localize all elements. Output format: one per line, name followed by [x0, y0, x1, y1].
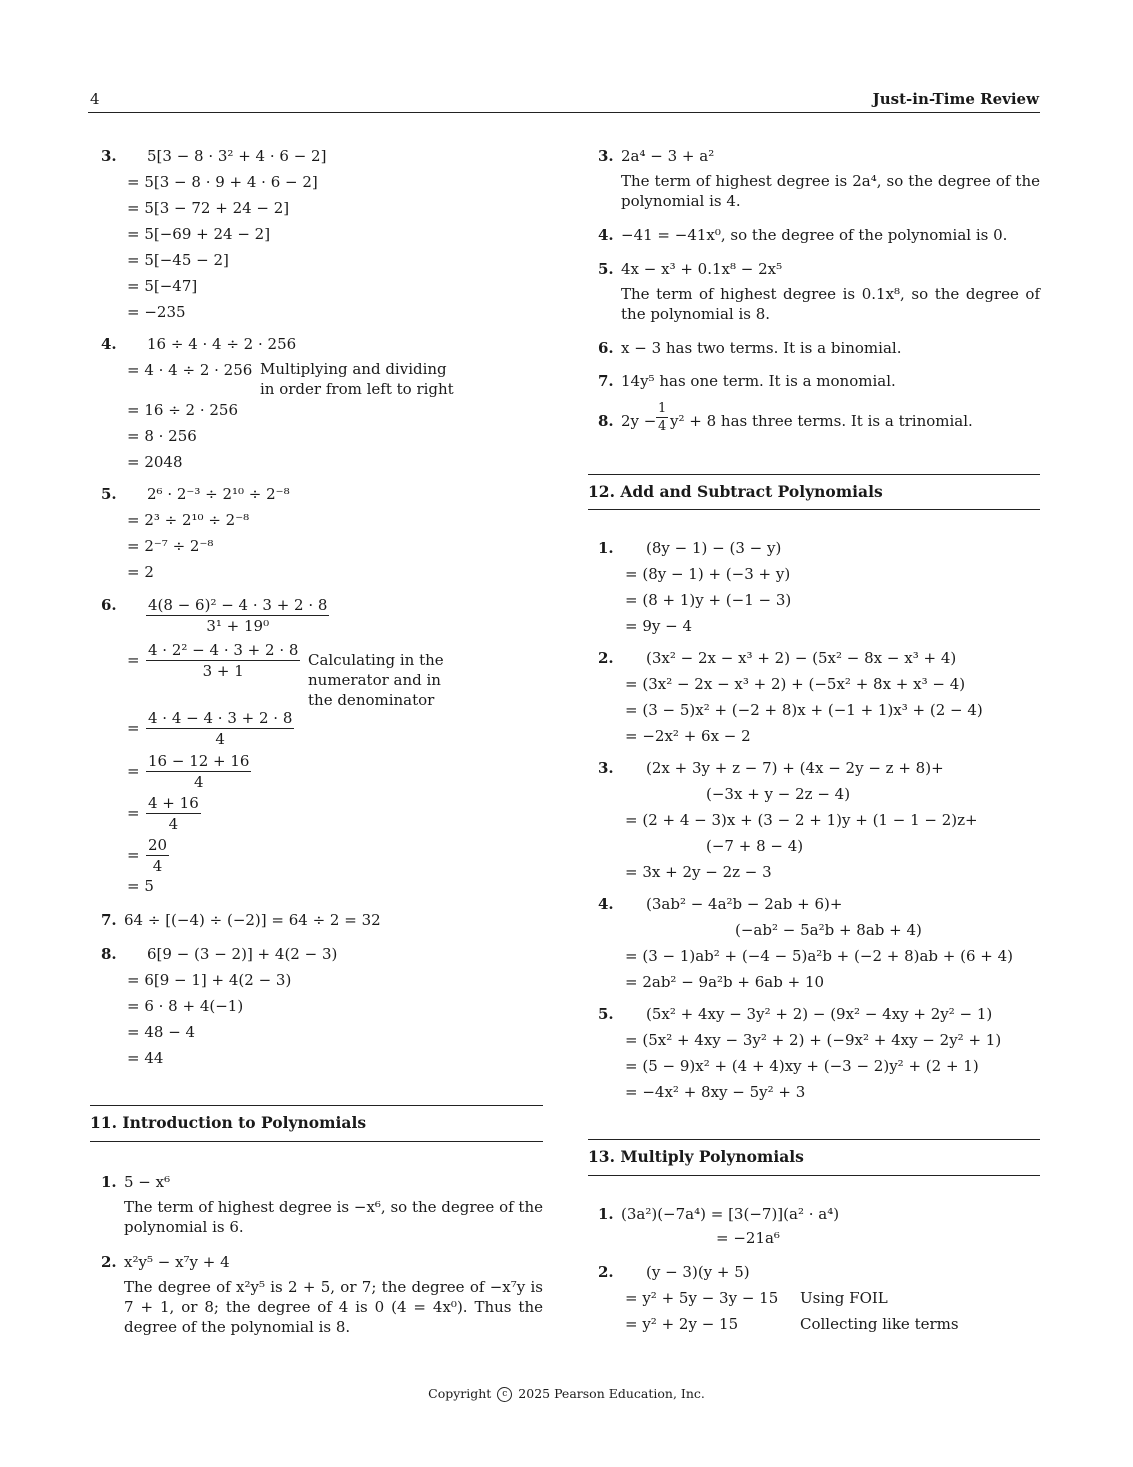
problem-4-note: in order from left to right	[260, 380, 454, 398]
copyright-text: Copyright	[428, 1386, 492, 1401]
s13-problem-2-note: Using FOIL	[800, 1289, 888, 1307]
s12-problem-2-line: = −2x² + 6x − 2	[625, 727, 751, 745]
s12-problem-3-line: (−7 + 8 − 4)	[706, 837, 804, 855]
s12-problem-2-label: 2.	[598, 649, 614, 667]
problem-6-fraction	[146, 596, 329, 635]
page-number: 4	[90, 90, 100, 108]
s12-problem-3-label: 3.	[598, 759, 614, 777]
problem-6-fraction	[146, 836, 169, 875]
fraction-numerator: 4(8 − 6)² − 4 · 3 + 2 · 8	[148, 596, 328, 614]
problem-3-line: = 5[3 − 72 + 24 − 2]	[127, 199, 290, 217]
s12-problem-3-line: (−3x + y − 2z − 4)	[706, 785, 851, 803]
s11-item-1-text: The term of highest degree is −x⁶, so the degree of the polynomial is 6.	[124, 1198, 543, 1236]
problem-6-fraction	[146, 752, 251, 791]
s12-problem-5-line: (5x² + 4xy − 3y² + 2) − (9x² − 4xy + 2y² − 1)	[646, 1005, 993, 1023]
problem-3-label: 3.	[101, 147, 117, 165]
problem-6-label: 6.	[101, 596, 117, 614]
s11-item-5-label: 5.	[598, 260, 614, 278]
problem-5-line: = 2³ ÷ 2¹⁰ ÷ 2⁻⁸	[127, 511, 250, 529]
problem-6-fraction	[146, 641, 300, 680]
problem-8-line: = 6 · 8 + 4(−1)	[127, 997, 244, 1015]
s12-problem-1-line: = (8y − 1) + (−3 + y)	[625, 565, 791, 583]
s13-problem-2-label: 2.	[598, 1263, 614, 1281]
s13-problem-1-line: = −21a⁶	[716, 1229, 780, 1247]
problem-6-fraction	[146, 794, 201, 833]
fraction-numerator: 4 · 4 − 4 · 3 + 2 · 8	[148, 709, 293, 727]
s12-problem-4-line: = (3 − 1)ab² + (−4 − 5)a²b + (−2 + 8)ab + (6 + 4)	[625, 947, 1014, 965]
s11-item-3-expr: 2a⁴ − 3 + a²	[621, 147, 715, 165]
s13-problem-2-note: Collecting like terms	[800, 1315, 959, 1333]
problem-8-line: = 44	[127, 1049, 164, 1067]
section-rule	[588, 474, 1040, 475]
s11-item-5-expr: 4x − x³ + 0.1x⁸ − 2x⁵	[621, 260, 783, 278]
s12-problem-5-line: = (5x² + 4xy − 3y² + 2) + (−9x² + 4xy − 2y² + 1)	[625, 1031, 1002, 1049]
s12-problem-2-line: = (3x² − 2x − x³ + 2) + (−5x² + 8x + x³ − 4)	[625, 675, 966, 693]
s11-item-8-label: 8.	[598, 412, 614, 430]
s11-item-6-text: x − 3 has two terms. It is a binomial.	[621, 339, 902, 357]
s11-item-7-label: 7.	[598, 372, 614, 390]
s12-problem-1-label: 1.	[598, 539, 614, 557]
equals-sign: =	[127, 846, 140, 864]
problem-8-label: 8.	[101, 945, 117, 963]
s11-item-1-expr: 5 − x⁶	[124, 1173, 171, 1191]
equals-sign: =	[127, 762, 140, 780]
problem-3-line: 5[3 − 8 · 3² + 4 · 6 − 2]	[147, 147, 327, 165]
problem-8-line: 6[9 − (3 − 2)] + 4(2 − 3)	[147, 945, 338, 963]
fraction-numerator: 4 · 2² − 4 · 3 + 2 · 8	[148, 641, 299, 659]
fraction-numerator: 4 + 16	[148, 794, 199, 812]
header-rule	[88, 112, 1040, 113]
problem-6-fraction	[146, 709, 294, 748]
section-rule	[588, 1139, 1040, 1140]
s12-problem-3-line: = (2 + 4 − 3)x + (3 − 2 + 1)y + (1 − 1 − 2)z+	[625, 811, 978, 829]
s11-item-2-expr: x²y⁵ − x⁷y + 4	[124, 1253, 230, 1271]
fraction-numerator: 16 − 12 + 16	[148, 752, 250, 770]
s11-item-4-label: 4.	[598, 226, 614, 244]
problem-8-line: = 48 − 4	[127, 1023, 196, 1041]
s12-problem-5-label: 5.	[598, 1005, 614, 1023]
problem-4-line: 16 ÷ 4 · 4 ÷ 2 · 256	[147, 335, 297, 353]
s11-item-8-fraction	[656, 401, 668, 434]
fraction-numerator: 20	[148, 836, 168, 854]
problem-4-line: = 16 ÷ 2 · 256	[127, 401, 239, 419]
s11-item-2-text: The degree of x²y⁵ is 2 + 5, or 7; the degree of −x⁷y is 7 + 1, or 8; the degree of 4 is 0 (4 = 4x⁰). Thus the degree of the polynomial is 8.	[124, 1278, 543, 1336]
problem-4-note: Multiplying and dividing	[260, 360, 447, 378]
section-12-title: 12. Add and Subtract Polynomials	[588, 482, 883, 501]
s12-problem-5-line: = (5 − 9)x² + (4 + 4)xy + (−3 − 2)y² + (2 + 1)	[625, 1057, 979, 1075]
section-rule	[90, 1141, 543, 1142]
s12-problem-1-line: = 9y − 4	[625, 617, 693, 635]
s13-problem-2-line: = y² + 2y − 15	[625, 1315, 739, 1333]
problem-3-line: = −235	[127, 303, 186, 321]
section-rule	[588, 509, 1040, 510]
equals-sign: =	[127, 719, 140, 737]
section-13-title: 13. Multiply Polynomials	[588, 1147, 804, 1166]
fraction-denominator: 4	[193, 773, 204, 791]
s11-item-3-label: 3.	[598, 147, 614, 165]
s12-problem-4-line: = 2ab² − 9a²b + 6ab + 10	[625, 973, 825, 991]
fraction-denominator: 4	[658, 419, 667, 434]
problem-5-line: = 2⁻⁷ ÷ 2⁻⁸	[127, 537, 214, 555]
s12-problem-5-line: = −4x² + 8xy − 5y² + 3	[625, 1083, 806, 1101]
problem-3-line: = 5[−45 − 2]	[127, 251, 229, 269]
problem-5-label: 5.	[101, 485, 117, 503]
problem-4-label: 4.	[101, 335, 117, 353]
section-rule	[588, 1175, 1040, 1176]
problem-6-note: the denominator	[308, 691, 435, 709]
s11-item-8-pre: 2y −	[621, 412, 657, 430]
problem-6-note: numerator and in	[308, 671, 441, 689]
problem-5-line: 2⁶ · 2⁻³ ÷ 2¹⁰ ÷ 2⁻⁸	[147, 485, 290, 503]
problem-5-line: = 2	[127, 563, 154, 581]
fraction-denominator: 4	[215, 730, 225, 748]
problem-3-line: = 5[−47]	[127, 277, 198, 295]
problem-4-line: = 4 · 4 ÷ 2 · 256	[127, 361, 253, 379]
s13-problem-1-line: (3a²)(−7a⁴) = [3(−7)](a² · a⁴)	[621, 1205, 840, 1223]
fraction-numerator: 1	[658, 401, 667, 416]
problem-8-line: = 6[9 − 1] + 4(2 − 3)	[127, 971, 292, 989]
fraction-denominator: 3¹ + 19⁰	[206, 617, 270, 635]
s11-item-8-post: y² + 8 has three terms. It is a trinomial.	[670, 412, 973, 430]
problem-3-line: = 5[3 − 8 · 9 + 4 · 6 − 2]	[127, 173, 318, 191]
copyright-footer	[0, 1386, 1133, 1402]
problem-6-note: Calculating in the	[308, 651, 444, 669]
equals-sign: =	[127, 651, 140, 669]
section-11-title: 11. Introduction to Polynomials	[90, 1113, 367, 1132]
s12-problem-4-line: (3ab² − 4a²b − 2ab + 6)+	[646, 895, 843, 913]
s13-problem-2-line: = y² + 5y − 3y − 15	[625, 1289, 779, 1307]
fraction-denominator: 4	[152, 857, 163, 875]
equals-sign: =	[127, 804, 140, 822]
problem-7-label: 7.	[101, 911, 117, 929]
s12-problem-1-line: = (8 + 1)y + (−1 − 3)	[625, 591, 792, 609]
problem-3-line: = 5[−69 + 24 − 2]	[127, 225, 271, 243]
s12-problem-4-label: 4.	[598, 895, 614, 913]
s11-item-2-label: 2.	[101, 1253, 117, 1271]
s11-item-5-text: The term of highest degree is 0.1x⁸, so the degree of the polynomial is 8.	[621, 285, 1040, 323]
s13-problem-1-label: 1.	[598, 1205, 614, 1223]
fraction-denominator: 3 + 1	[202, 662, 244, 680]
s12-problem-3-line: = 3x + 2y − 2z − 3	[625, 863, 772, 881]
running-title: Just-in-Time Review	[872, 90, 1039, 108]
problem-4-line: = 2048	[127, 453, 183, 471]
s11-item-7-text: 14y⁵ has one term. It is a monomial.	[621, 372, 896, 390]
s13-problem-2-line: (y − 3)(y + 5)	[646, 1263, 750, 1281]
problem-6-result: = 5	[127, 877, 154, 895]
s11-item-3-text: The term of highest degree is 2a⁴, so the degree of the polynomial is 4.	[621, 172, 1040, 210]
problem-7-text: 64 ÷ [(−4) ÷ (−2)] = 64 ÷ 2 = 32	[124, 911, 381, 929]
s12-problem-1-line: (8y − 1) − (3 − y)	[646, 539, 782, 557]
copyright-icon: c	[497, 1387, 512, 1402]
s12-problem-3-line: (2x + 3y + z − 7) + (4x − 2y − z + 8)+	[646, 759, 944, 777]
s11-item-1-label: 1.	[101, 1173, 117, 1191]
s11-item-6-label: 6.	[598, 339, 614, 357]
s11-item-4-text: −41 = −41x⁰, so the degree of the polynomial is 0.	[621, 226, 1008, 244]
s12-problem-2-line: = (3 − 5)x² + (−2 + 8)x + (−1 + 1)x³ + (2 − 4)	[625, 701, 983, 719]
problem-4-line: = 8 · 256	[127, 427, 197, 445]
s12-problem-2-line: (3x² − 2x − x³ + 2) − (5x² − 8x − x³ + 4)	[646, 649, 957, 667]
s12-problem-4-line: (−ab² − 5a²b + 8ab + 4)	[735, 921, 922, 939]
copyright-holder: 2025 Pearson Education, Inc.	[518, 1386, 705, 1401]
fraction-denominator: 4	[168, 815, 179, 833]
section-rule	[90, 1105, 543, 1106]
